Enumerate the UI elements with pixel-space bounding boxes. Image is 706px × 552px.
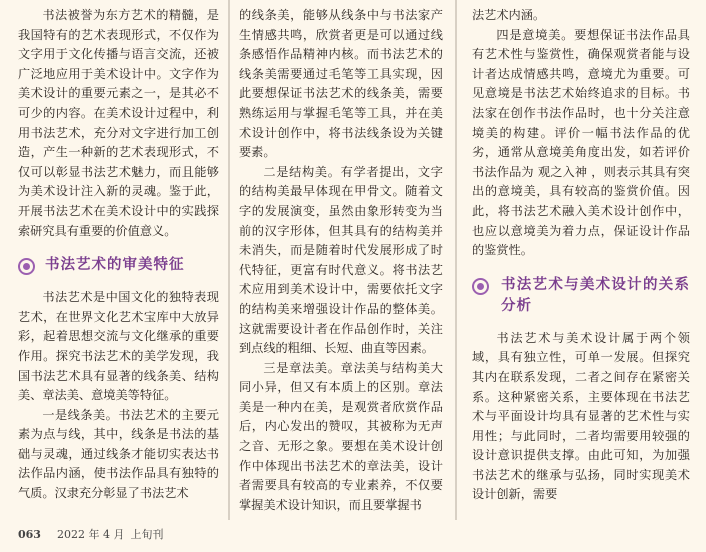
body-paragraph: 三是章法美。章法美与结构美大同小异，但又有本质上的区别。章法美是一种内在美，是观赏者欣赏作品后，内心发出的赞叹，其被称为无声之音、无形之象。要想在美术设计创作中体现出书法艺术的章法美，设计者需要具有较高的专业素养，不仅要掌握美术设计知识，而且要掌握书	[239, 360, 443, 512]
body-paragraph: 四是意境美。要想保证书法作品具有艺术性与鉴赏性，确保观赏者能与设计者达成情感共鸣，意境尤为重要。可见意境是书法艺术始终追求的目标。书法家在创作书法作品时，也十分关注意境美的构建。评价一幅书法作品的优劣，通常从意境美角度出发，如若评价书法作品为 观之入神 ，则表示其具有突出的意境美，具有较高的鉴赏价值。因此，将书法艺术融入美术设计创作中，也应以意境美为着力点，保证设计作品的鉴赏性。	[472, 27, 690, 258]
issue-date: 2022 年 4 月	[56, 528, 125, 541]
column-divider-1	[228, 0, 230, 520]
heading-bullet-icon	[472, 278, 489, 295]
intro-paragraph: 书法被誉为东方艺术的精髓，是我国特有的艺术表现形式，不仅作为文字用于文化传播与语言交流，还被广泛地应用于美术设计中。文字作为美术设计的重要元素之一，是其必不可少的内容。在美术设计过程中，利用书法艺术，充分对文字进行加工创造，产生一种新的艺术表现形式，不仅可以彰显书法艺术魅力，而且能够为美术设计注入新的灵魂。鉴于此，开展书法艺术在美术设计中的实践探索研究具有重要的价值意义。	[18, 8, 219, 238]
column-divider-2	[455, 0, 457, 520]
body-paragraph: 书法艺术与美术设计属于两个领域，具有独立性，可单一发展。但探究其内在联系发现，二者之间存在紧密关系。这种紧密关系，主要体现在书法艺术与平面设计均具有显著的艺术性与实用性；与此同时，二者均需要用较强的设计意识提供支撑。由此可知，为加强书法艺术的继承与弘扬，同时实现美术设计创新，需要	[472, 330, 690, 502]
section-heading-relationship	[472, 275, 690, 317]
body-paragraph: 的线条美，能够从线条中与书法家产生情感共鸣，欣赏者更是可以通过线条感悟作品精神内核。而书法艺术的线条美需要通过毛笔等工具实现，因此要想保证书法艺术的线条美，需要熟练运用与掌握毛笔等工具，并在美术设计创作中，将书法线条设为关键要素。	[239, 8, 443, 160]
page-footer	[18, 528, 163, 542]
section-heading-text: 书法艺术的审美特征	[45, 257, 185, 274]
section-heading-text: 书法艺术与美术设计的关系分析	[501, 276, 690, 314]
body-paragraph: 法艺术内涵。	[472, 8, 546, 22]
column-2	[239, 6, 443, 515]
issue-edition: 上旬刊	[130, 528, 164, 541]
section-heading-aesthetic-features	[18, 255, 219, 276]
column-3	[472, 6, 690, 505]
body-paragraph: 书法艺术是中国文化的独特表现艺术，在世界文化艺术宝库中大放异彩，起着思想交流与文化继承的重要作用。探究书法艺术的美学发现，我国书法艺术具有显著的线条美、结构美、章法美、意境美等特征。	[18, 290, 219, 403]
heading-bullet-icon	[18, 258, 35, 275]
body-paragraph: 二是结构美。有学者提出，文字的结构美最早体现在甲骨文。随着文字的发展演变，虽然由象形转变为当前的汉字形体，但其具有的结构美并未消失，而是随着时代发展形成了时代特征，更富有时代意义。将书法艺术应用到美术设计中，需要依托文字的结构美来增强设计作品的整体美。这就需要设计者在作品创作时，关注到点线的粗细、长短、曲直等因素。	[239, 164, 443, 356]
body-paragraph: 一是线条美。书法艺术的主要元素为点与线，其中，线条是书法的基础与灵魂，通过线条才能切实表达书法作品内涵，使书法作品具有独特的气质。汉隶充分彰显了书法艺术	[18, 407, 219, 501]
page-number: 063	[18, 528, 41, 541]
column-1	[18, 6, 219, 504]
